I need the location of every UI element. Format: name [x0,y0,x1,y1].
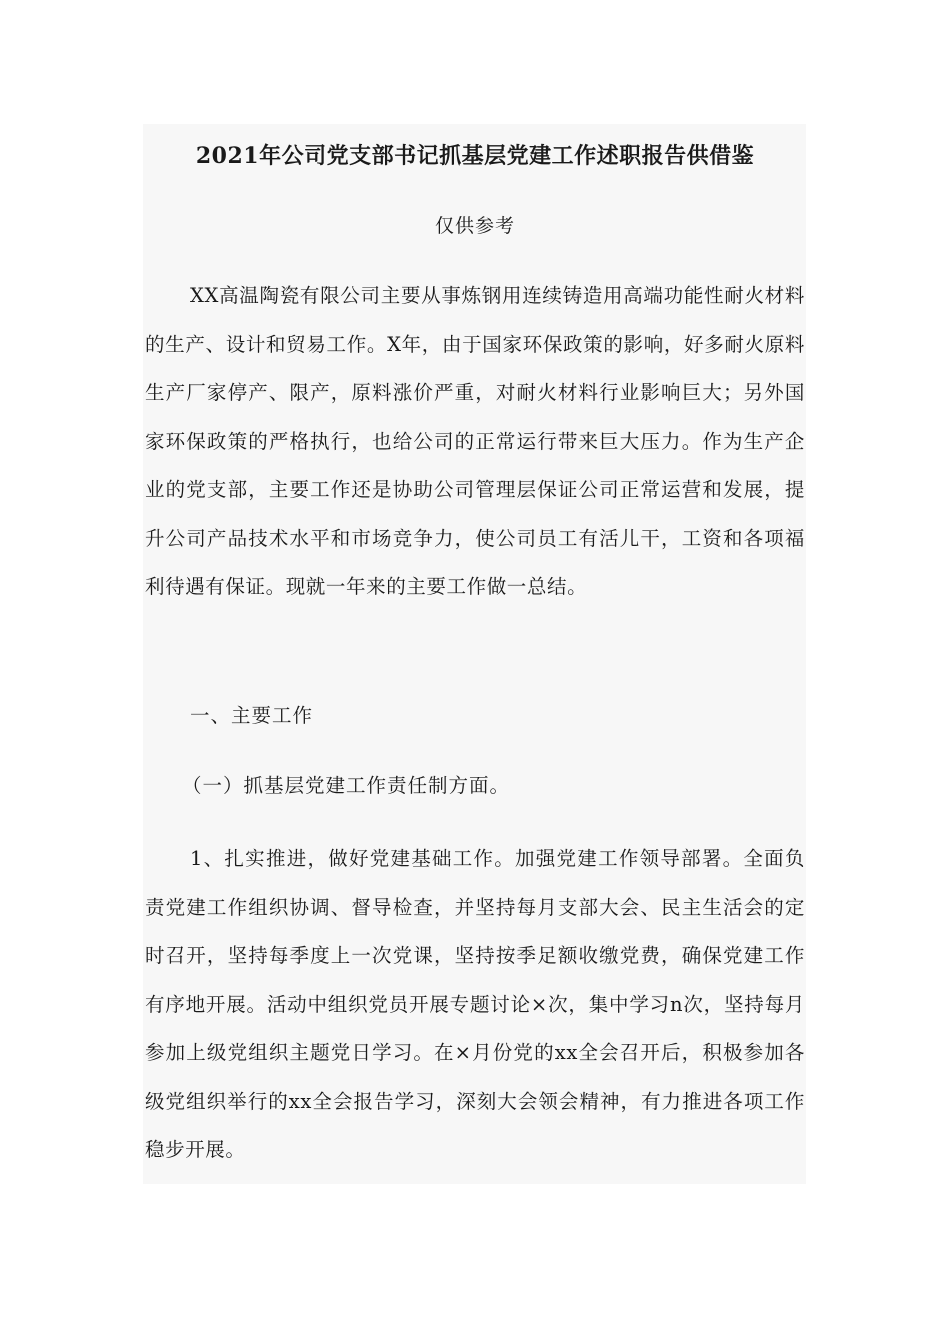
intro-paragraph: XX高温陶瓷有限公司主要从事炼钢用连续铸造用高端功能性耐火材料的生产、设计和贸易工作。X年，由于国家环保政策的影响，好多耐火原料生产厂家停产、限产，原料涨价严重，对耐火材料行业影响巨大；另外国家环保政策的严格执行，也给公司的正常运行带来巨大压力。作为生产企业的党支部，主要工作还是协助公司管理层保证公司正常运营和发展，提升公司产品技术水平和市场竞争力，使公司员工有活儿干，工资和各项福利待遇有保证。现就一年来的主要工作做一总结。 [145,284,805,598]
subsection-heading: （一）抓基层党建工作责任制方面。 [182,774,511,797]
document-title: 2021年公司党支部书记抓基层党建工作述职报告供借鉴 [195,143,755,169]
point-1-paragraph: 1、扎实推进，做好党建基础工作。加强党建工作领导部署。全面负责党建工作组织协调、督导检查，并坚持每月支部大会、民主生活会的定时召开，坚持每季度上一次党课，坚持按季足额收缴党费，确保党建工作有序地开展。活动中组织党员开展专题讨论×次，集中学习n次，坚持每月参加上级党组织主题党日学习。在×月份党的xx全会召开后，积极参加各级党组织举行的xx全会报告学习，深刻大会领会精神，有力推进各项工作稳步开展。 [145,847,805,1161]
document-subtitle: 仅供参考 [434,215,515,237]
section-heading: 一、主要工作 [190,704,314,727]
